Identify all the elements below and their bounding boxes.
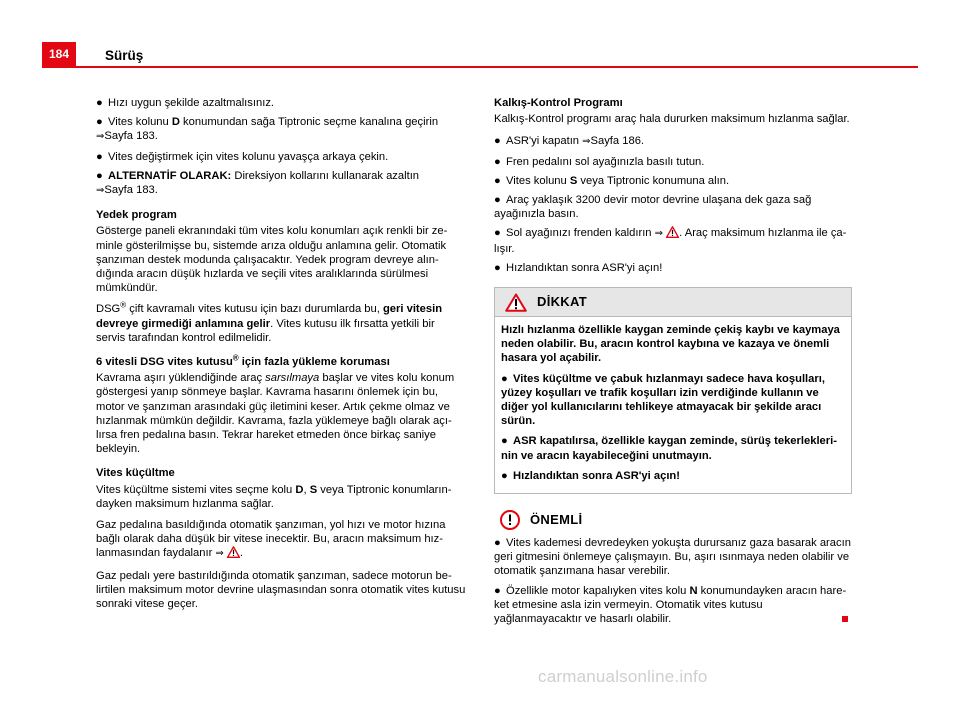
- paragraph: Kalkış-Kontrol programı araç hala dururken maksimum hızlanma sağlar.: [494, 113, 850, 126]
- paragraph: Hızlı hızlanma özellikle kaygan zeminde çekiş kaybı ve kaymaya neden olabilir. Bu, aracın kontrol kaybına ve kazaya ve önemli hasara yol açabilir.: [501, 324, 840, 365]
- list-item: ● ASR kapatılırsa, özellikle kaygan zeminde, sürüş tekerleklerinin ve aracın kayabileceğini unutmayın.: [501, 435, 837, 462]
- paragraph: Gösterge paneli ekranındaki tüm vites kolu konumları açık renkli bir zeminle gösterilmişse bu, sistemde arıza olduğu anlamına gelir. Otomatik şanzıman destek modunda çalışacaktır. Yedek program devreye alındığında aracın düşük hızlarda ve seçili vites aralıklarında sürülmesi mümkündür.: [96, 225, 448, 295]
- page-reference-link[interactable]: Sayfa 183.: [104, 130, 158, 143]
- right-column: [494, 96, 852, 631]
- section-heading-kickdown: Vites küçültme: [96, 467, 175, 480]
- section-heading-launch-control: Kalkış-Kontrol Programı: [494, 97, 623, 109]
- list-item: ● Vites kademesi devredeyken yokuşta durursanız gaza basarak aracın geri gitmesini önlemeye çalışmayın. Bu, aşırı ısınmaya neden olabilir ve otomatik şanzımana hasar verebilir.: [494, 537, 851, 578]
- list-item: ● Özellikle motor kapalıyken vites kolu N konumundayken aracın hareket etmesine asla izin vermeyin. Otomatik vites kutusu yağlanmayacaktır ve hasarlı olabilir.: [494, 584, 847, 626]
- warning-triangle-icon[interactable]: [666, 226, 679, 238]
- arrow-icon: ⇒: [582, 136, 591, 148]
- watermark: carmanualsonline.info: [538, 667, 708, 686]
- section-heading-overload: 6 vitesli DSG vites kutusu® için fazla yükleme koruması: [96, 353, 390, 369]
- section-heading-backup: Yedek program: [96, 209, 177, 222]
- note-header: [500, 510, 852, 530]
- section-end-marker: [842, 616, 848, 622]
- paragraph: Kavrama aşırı yüklendiğinde araç sarsılmaya başlar ve vites kolu konum göstergesi yanıp sönmeye başlar. Kavrama hasarını önlemek için bu, motor ve şanzıman arasındaki güç iletimini keser. Artık çekme olmaz ve hızlanmak mümkün değildir. Kavrama, fazla yüklemeye bağlı olarak açılırsa fren pedalına basın. Tekrar hareket etmeden önce birkaç saniye bekleyin.: [96, 372, 455, 456]
- left-column: [96, 96, 466, 618]
- list-item: ● Fren pedalını sol ayağınızla basılı tutun.: [494, 155, 705, 168]
- list-item: ● Araç yaklaşık 3200 devir motor devrine ulaşana dek gaza sağ ayağınızla basın.: [494, 194, 812, 221]
- list-item: ● Vites değiştirmek için vites kolunu yavaşça arkaya çekin.: [96, 150, 389, 163]
- list-item: ● Hızlandıktan sonra ASR'yi açın!: [501, 469, 680, 482]
- arrow-icon: ⇒: [96, 131, 105, 143]
- paragraph: Vites küçültme sistemi vites seçme kolu D, S veya Tiptronic konumlarındayken maksimum hızlanma sağlar.: [96, 483, 452, 510]
- warning-body: [495, 317, 851, 493]
- arrow-icon: ⇒: [215, 548, 224, 560]
- page-title: Sürüş: [105, 48, 144, 63]
- exclamation-circle-icon: [500, 510, 520, 530]
- paragraph: DSG® çift kavramalı vites kutusu için bazı durumlarda bu, geri vitesin devreye girmediği anlamına gelir. Vites kutusu ilk fırsatta yetkili bir servis tarafından kontrol edilmelidir.: [96, 300, 443, 344]
- warning-title: DİKKAT: [537, 293, 587, 309]
- page-reference-link[interactable]: Sayfa 183.: [104, 184, 158, 197]
- list-item: ● Vites kolunu S veya Tiptronic konumuna alın.: [494, 174, 730, 187]
- list-item: ● Vites kolunu D konumundan sağa Tiptronic seçme kanalına geçirin ⇒Sayfa 183.: [96, 116, 439, 143]
- paragraph: Gaz pedalı yere bastırıldığında otomatik şanzıman, sadece motorun belirtilen maksimum motor devrine ulaşmasından sonra otomatik vites kutusu sonraki vitese geçer.: [96, 569, 466, 611]
- warning-header: [495, 288, 851, 317]
- warning-box: [494, 287, 852, 494]
- note-title: ÖNEMLİ: [530, 511, 583, 527]
- list-item: ● Sol ayağınızı frenden kaldırın ⇒ . Araç maksimum hızlanma ile çalışır.: [494, 227, 847, 255]
- list-item: ● ALTERNATİF OLARAK: Direksiyon kollarını kullanarak azaltın ⇒Sayfa 183.: [96, 169, 420, 197]
- list-item: ● Vites küçültme ve çabuk hızlanmayı sadece hava koşulları, yüzey koşulları ve trafik koşulları izin verdiğinde kullanın ve diğer yol kullanıcılarını tehlikeye atmayacak bir şekilde aracı sürün.: [501, 372, 825, 428]
- list-item: ● Hızlandıktan sonra ASR'yi açın!: [494, 261, 663, 274]
- warning-triangle-icon[interactable]: [227, 546, 240, 558]
- paragraph: Gaz pedalına basıldığında otomatik şanzıman, yol hızı ve motor hızına bağlı olarak daha düşük bir vitese inecektir. Bu, aracın maksimum hızlanmasından faydalanır ⇒ .: [96, 519, 446, 560]
- arrow-icon: ⇒: [96, 185, 105, 197]
- warning-triangle-icon: [505, 293, 527, 312]
- header-rule: [42, 66, 918, 68]
- page-number: 184: [42, 42, 76, 67]
- arrow-icon: ⇒: [654, 228, 664, 240]
- page-reference-link[interactable]: Sayfa 186.: [590, 135, 645, 148]
- list-item: ● Hızı uygun şekilde azaltmalısınız.: [96, 97, 275, 109]
- list-item: ● ASR'yi kapatın ⇒Sayfa 186.: [494, 135, 645, 148]
